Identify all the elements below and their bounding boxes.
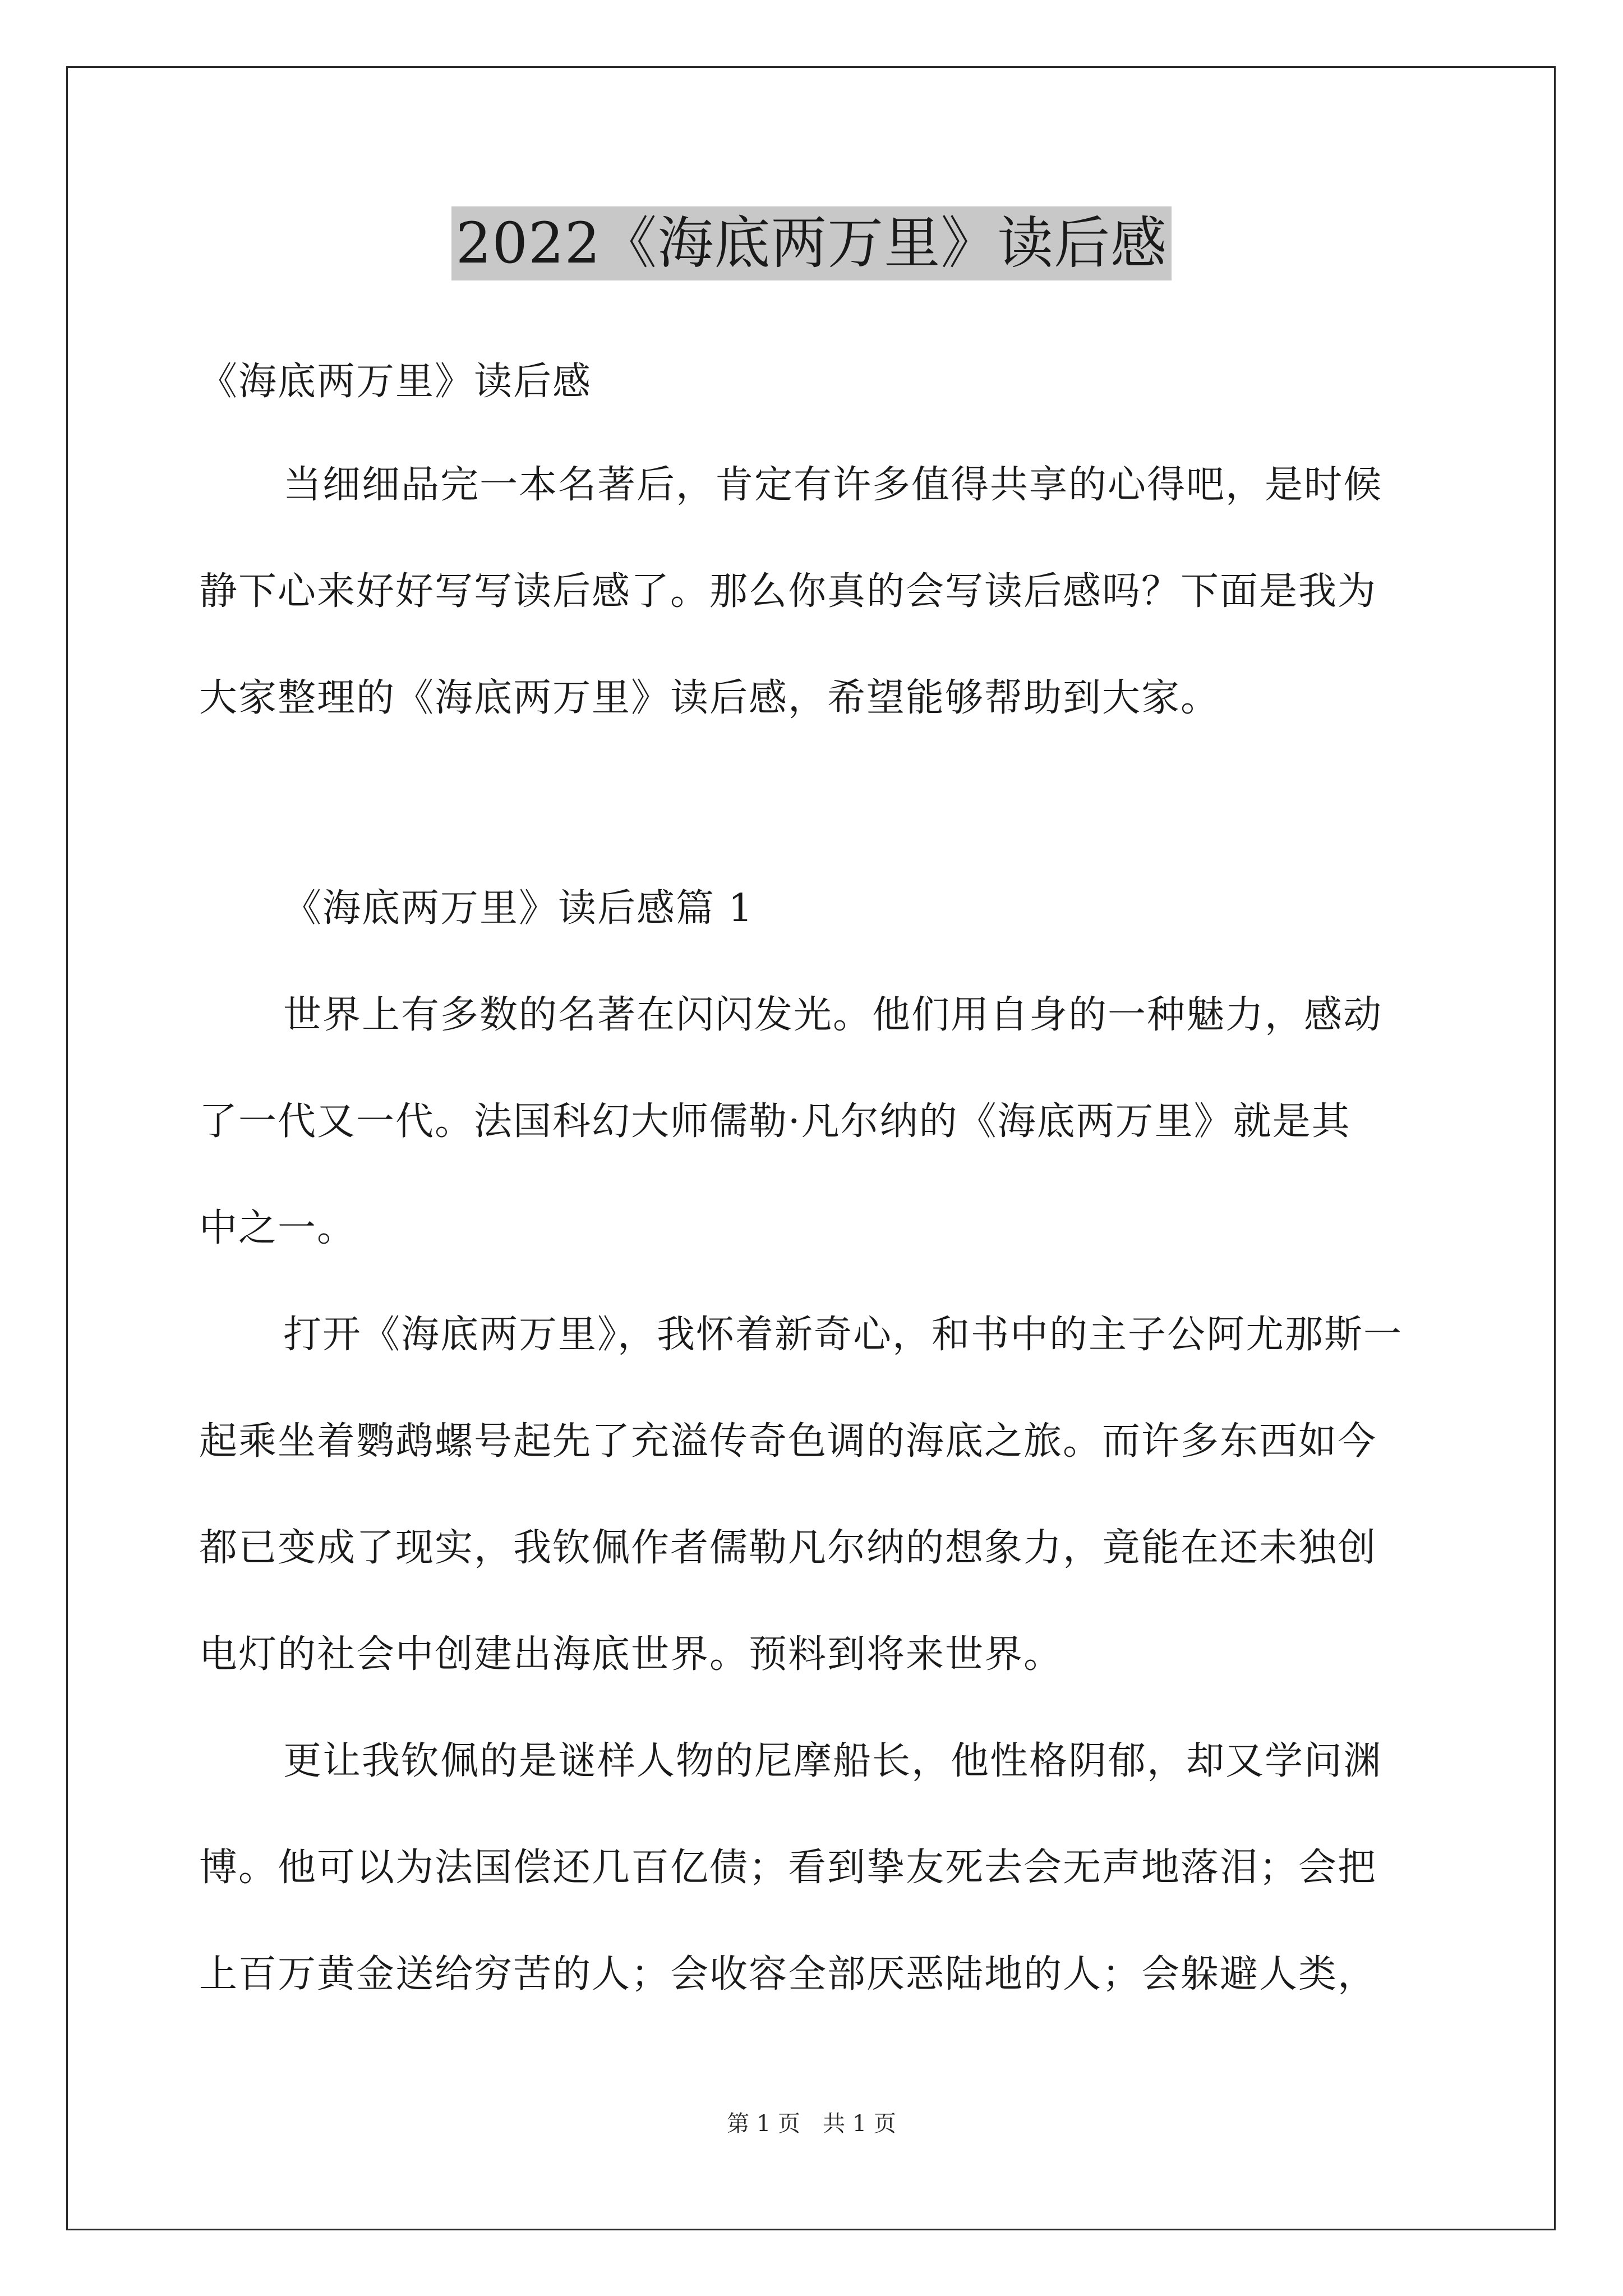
paragraph-line: 博。他可以为法国偿还几百亿债；看到挚友死去会无声地落泪；会把 <box>199 1846 1377 1890</box>
paragraph-line: 更让我钦佩的是谜样人物的尼摩船长，他性格阴郁，却又学问渊 <box>283 1739 1383 1783</box>
paragraph-line: 世界上有多数的名著在闪闪发光。他们用自身的一种魅力，感动 <box>283 993 1383 1037</box>
paragraph-line: 起乘坐着鹦鹉螺号起先了充溢传奇色调的海底之旅。而许多东西如今 <box>199 1419 1377 1464</box>
paragraph-line: 电灯的社会中创建出海底世界。预料到将来世界。 <box>199 1632 1063 1677</box>
page-total: 共 1 页 <box>823 2111 896 2137</box>
paragraph-line: 都已变成了现实，我钦佩作者儒勒凡尔纳的想象力，竟能在还未独创 <box>199 1526 1377 1570</box>
page-footer <box>0 2109 1623 2138</box>
subtitle-line: 《海底两万里》读后感 <box>199 360 592 404</box>
paragraph-line: 大家整理的《海底两万里》读后感，希望能够帮助到大家。 <box>199 676 1220 720</box>
title-container <box>0 206 1623 280</box>
paragraph-line: 上百万黄金送给穷苦的人；会收容全部厌恶陆地的人；会躲避人类， <box>199 1952 1377 1996</box>
paragraph-line: 了一代又一代。法国科幻大师儒勒·凡尔纳的《海底两万里》就是其 <box>199 1099 1351 1144</box>
paragraph-line: 打开《海底两万里》，我怀着新奇心，和书中的主子公阿尤那斯一 <box>283 1313 1403 1357</box>
section-heading: 《海底两万里》读后感篇 1 <box>283 886 754 931</box>
document-title: 2022《海底两万里》读后感 <box>451 206 1172 280</box>
paragraph-line: 静下心来好好写写读后感了。那么你真的会写读后感吗？下面是我为 <box>199 569 1377 614</box>
paragraph-line: 中之一。 <box>199 1206 357 1250</box>
paragraph-line: 当细细品完一本名著后，肯定有许多值得共享的心得吧，是时候 <box>283 463 1383 507</box>
page-number: 第 1 页 <box>727 2111 800 2137</box>
